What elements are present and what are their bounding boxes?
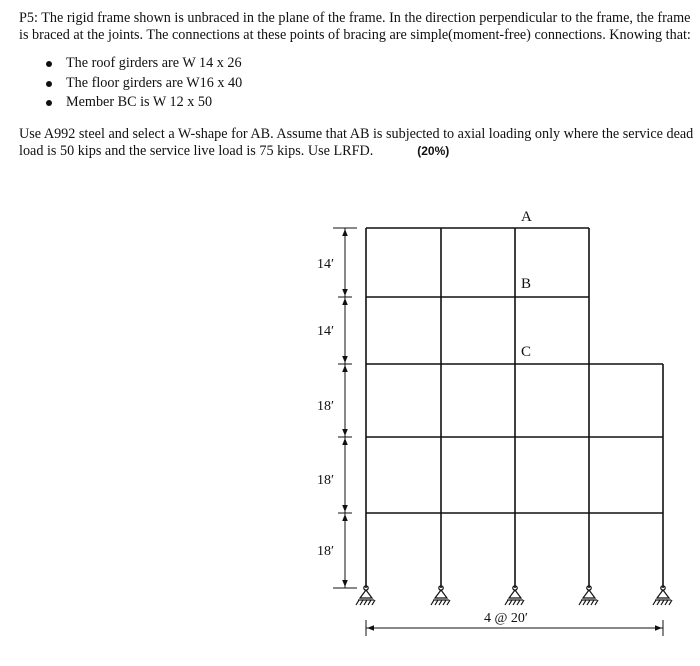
story-height-label: 14′ xyxy=(317,257,335,272)
story-height-label: 18′ xyxy=(317,399,335,414)
story-height-label: 18′ xyxy=(317,544,335,559)
grade-weight: (20%) xyxy=(417,143,450,158)
pin-support xyxy=(505,586,524,605)
story-height-label: 18′ xyxy=(317,473,335,488)
pin-supports xyxy=(356,586,672,605)
given-item: The floor girders are W16 x 40 xyxy=(46,75,695,95)
height-dimensions xyxy=(333,228,357,588)
joint-label-c: C xyxy=(521,344,532,360)
span-label: 4 @ 20′ xyxy=(484,611,528,626)
task-text: Use A992 steel and select a W-shape for AB. Assume that AB is subjected to axial loading only where the service dead load is 50 kips and the service live load is 75 kips. Use LRFD. xyxy=(19,125,694,159)
problem-intro: P5: The rigid frame shown is unbraced in the plane of the frame. In the direction perpendicular to the frame, the frame is braced at the joints. The connections at these points of bracing are simple(moment-free) connections. Knowing that: xyxy=(19,10,691,43)
pin-support xyxy=(431,586,450,605)
pin-support xyxy=(356,586,375,605)
frame-members xyxy=(366,228,663,588)
pin-support xyxy=(653,586,672,605)
joint-label-b: B xyxy=(521,276,532,292)
pin-support xyxy=(579,586,598,605)
joint-label-a: A xyxy=(521,209,532,225)
story-height-label: 14′ xyxy=(317,324,335,339)
given-item: The roof girders are W 14 x 26 xyxy=(46,55,695,75)
given-item: Member BC is W 12 x 50 xyxy=(46,94,695,114)
